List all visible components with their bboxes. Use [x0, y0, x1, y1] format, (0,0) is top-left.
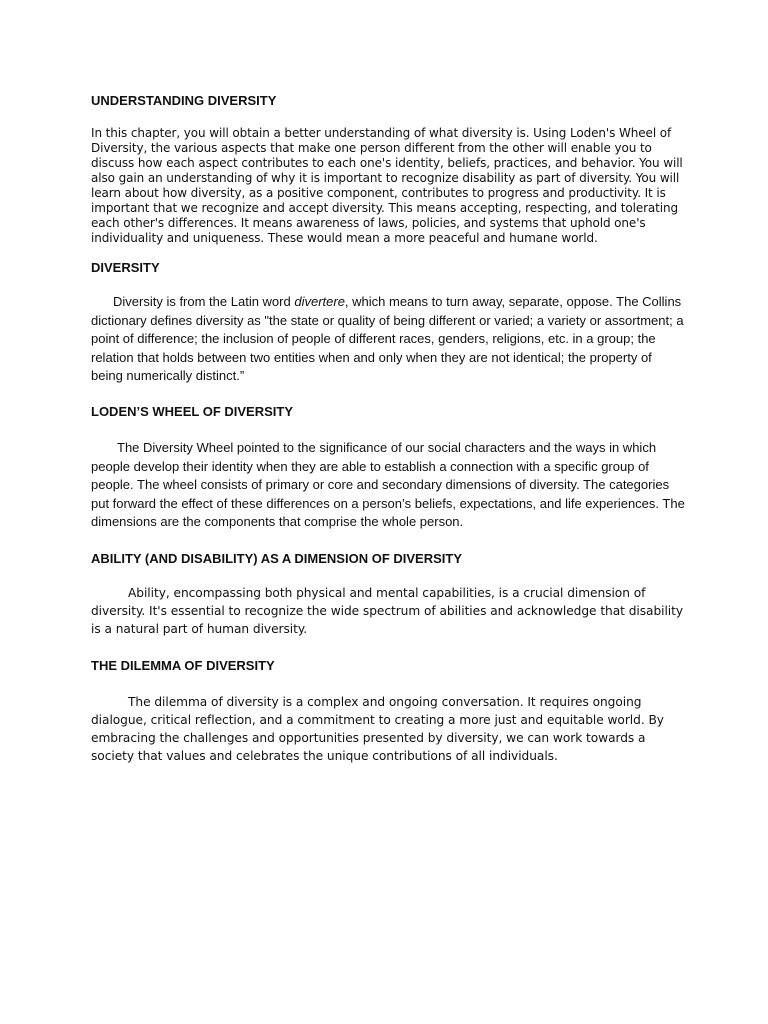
section-heading-ability-disability: ABILITY (AND DISABILITY) AS A DIMENSION OF DIVERSITY [91, 550, 462, 566]
latin-term: divertere [294, 294, 345, 309]
section-heading-understanding-diversity: UNDERSTANDING DIVERSITY [91, 93, 277, 108]
section-paragraph-understanding-diversity: In this chapter, you will obtain a better understanding of what diversity is. Using Loden's Wheel of Diversity, the various aspects that make one person different from the other will enable you to discuss how each aspect contributes to each one's identity, beliefs, practices, and behavior. You will also gain an understanding of why it is important to recognize disability as part of diversity. You will learn about how diversity, as a positive component, contributes to progress and productivity. It is important that we recognize and accept diversity. This means accepting, respecting, and tolerating each other's differences. It means awareness of laws, policies, and systems that uphold one's individuality and uniqueness. These would mean a more peaceful and humane world. [91, 126, 683, 245]
section-paragraph-ability-disability: Ability, encompassing both physical and mental capabilities, is a crucial dimension of diversity. It's essential to recognize the wide spectrum of abilities and acknowledge that disability is a natural part of human diversity. [91, 585, 684, 636]
document-body [91, 92, 687, 766]
section-paragraph-diversity [91, 293, 687, 386]
section-heading-lodens-wheel: LODEN’S WHEEL OF DIVERSITY [91, 403, 294, 419]
diversity-text-start: Diversity is from the Latin word [113, 294, 295, 309]
section-paragraph-dilemma: The dilemma of diversity is a complex and ongoing conversation. It requires ongoing dialogue, critical reflection, and a commitment to creating a more just and equitable world. By embracing the challenges and opportunities presented by diversity, we can work towards a society that values and celebrates the unique contributions of all individuals. [91, 695, 664, 763]
section-heading-dilemma: THE DILEMMA OF DIVERSITY [91, 658, 275, 674]
diversity-text-end: , which means to turn away, separate, oppose. The Collins dictionary defines diversity as "the state or quality of being different or varied; a variety or assortment; a point of difference; the inclusion of people of different races, genders, religions, etc. in a group; the relation that holds between two entities when and only when they are not identical; the property of being numerically distinct.” [91, 294, 684, 384]
section-heading-diversity: DIVERSITY [91, 260, 160, 275]
section-paragraph-lodens-wheel: The Diversity Wheel pointed to the significance of our social characters and the ways in which people develop their identity when they are able to establish a connection with a specific group of people. The wheel consists of primary or core and secondary dimensions of diversity. The categories put forward the effect of these differences on a person’s beliefs, expectations, and life experiences. The dimensions are the components that comprise the whole person. [91, 439, 685, 530]
